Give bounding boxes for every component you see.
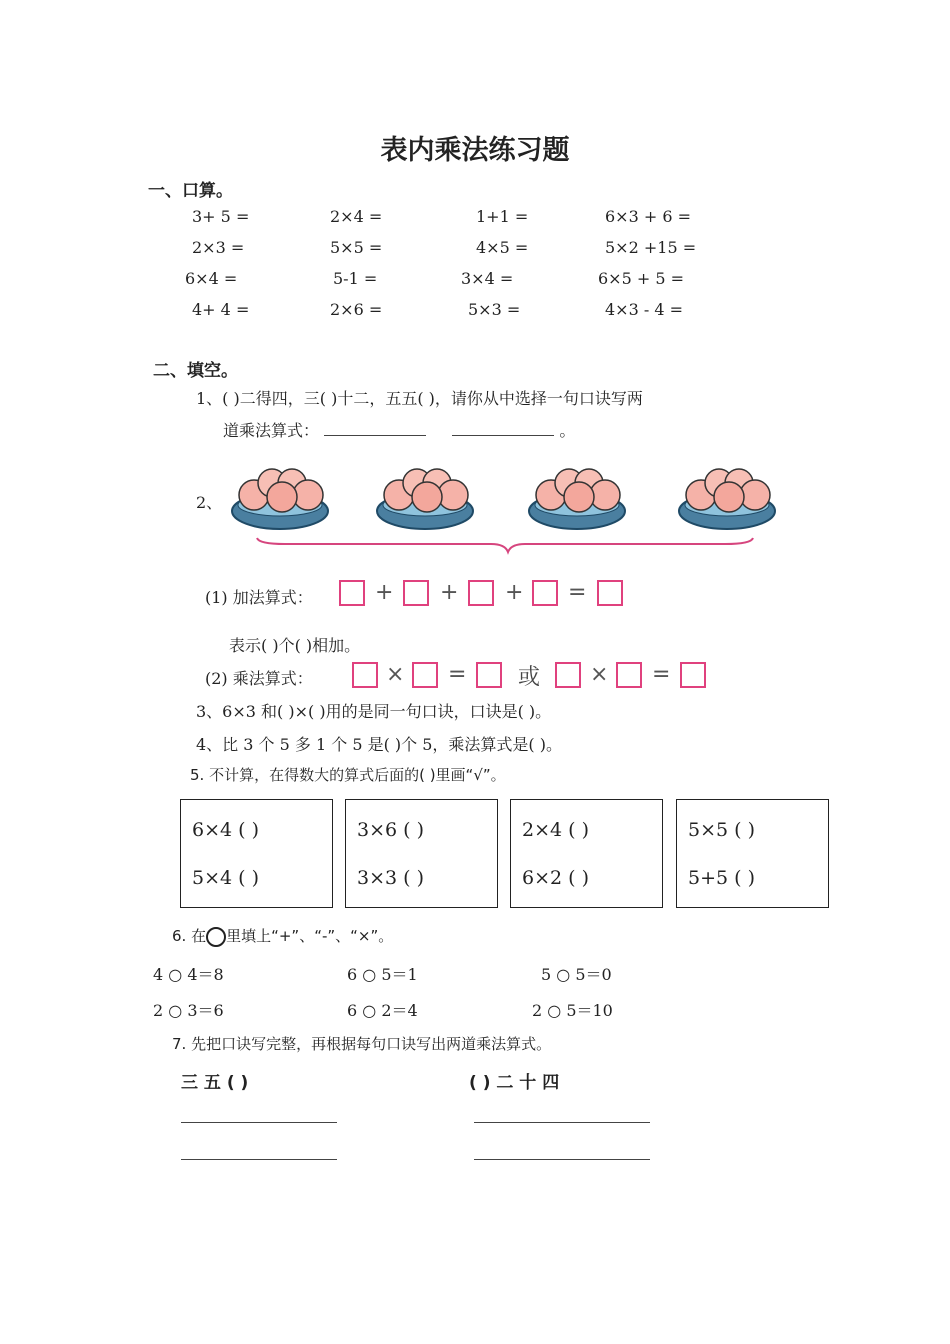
answer-line[interactable]	[181, 1122, 337, 1123]
peach-bowl	[529, 469, 625, 529]
mental-math-item[interactable]: 6×5 + 5 =	[598, 269, 685, 288]
q6-item[interactable]: 6 ○ 2＝4	[347, 1001, 418, 1020]
q6-instruction	[172, 925, 393, 947]
q6-item[interactable]: 2 ○ 5＝10	[532, 1001, 613, 1020]
mental-math-item[interactable]: 5×5 =	[330, 238, 383, 257]
q2-meaning: 表示( )个( )相加。	[229, 636, 361, 655]
q6-item[interactable]: 2 ○ 3＝6	[153, 1001, 224, 1020]
compare-box	[180, 799, 333, 908]
compare-box	[676, 799, 829, 908]
answer-box[interactable]	[412, 662, 438, 688]
mental-math-item[interactable]: 4×5 =	[476, 238, 529, 257]
q7-left-rhyme[interactable]: 三 五 ( )	[181, 1073, 249, 1093]
answer-box[interactable]	[476, 662, 502, 688]
mental-math-item[interactable]: 2×4 =	[330, 207, 383, 226]
q6-instruction-after: 里填上“+”、“-”、“×”。	[226, 927, 394, 945]
answer-box[interactable]	[555, 662, 581, 688]
answer-blank[interactable]	[324, 421, 426, 436]
mental-math-item[interactable]: 5-1 =	[333, 269, 378, 288]
answer-box[interactable]	[680, 662, 706, 688]
answer-box[interactable]	[532, 580, 558, 606]
mental-math-item[interactable]: 3+ 5 =	[192, 207, 250, 226]
compare-expression[interactable]: 5×4 ( )	[192, 867, 260, 889]
compare-box	[510, 799, 663, 908]
q6-item[interactable]: 5 ○ 5＝0	[541, 965, 612, 984]
mental-math-item[interactable]: 6×4 =	[185, 269, 238, 288]
compare-expression[interactable]: 3×6 ( )	[357, 819, 425, 841]
equals-sign: =	[568, 580, 587, 605]
q1-line2-prefix: 道乘法算式：	[223, 421, 320, 440]
q6-instruction-before: 6. 在	[172, 927, 207, 945]
compare-expression[interactable]: 2×4 ( )	[522, 819, 590, 841]
answer-box[interactable]	[403, 580, 429, 606]
answer-box[interactable]	[339, 580, 365, 606]
mental-math-item[interactable]: 2×3 =	[192, 238, 245, 257]
answer-line[interactable]	[474, 1122, 650, 1123]
brace-icon	[255, 532, 755, 556]
q2-add-label: (1) 加法算式：	[205, 588, 313, 607]
compare-expression[interactable]: 6×2 ( )	[522, 867, 590, 889]
q3: 3、6×3 和( )×( )用的是同一句口诀，口诀是( )。	[196, 702, 552, 721]
section2-heading: 二、填空。	[153, 361, 238, 381]
mental-math-item[interactable]: 4×3 - 4 =	[605, 300, 684, 319]
mental-math-item[interactable]: 3×4 =	[461, 269, 514, 288]
plus-sign: +	[505, 580, 524, 605]
answer-line[interactable]	[181, 1159, 337, 1160]
q7-instruction: 7. 先把口诀写完整，再根据每句口诀写出两道乘法算式。	[172, 1035, 552, 1053]
answer-box[interactable]	[616, 662, 642, 688]
answer-line[interactable]	[474, 1159, 650, 1160]
compare-expression[interactable]: 3×3 ( )	[357, 867, 425, 889]
page-title: 表内乘法练习题	[380, 135, 570, 166]
compare-expression[interactable]: 5×5 ( )	[688, 819, 756, 841]
answer-box[interactable]	[597, 580, 623, 606]
mental-math-item[interactable]: 5×3 =	[468, 300, 521, 319]
answer-blank[interactable]	[452, 421, 554, 436]
times-sign: ×	[590, 662, 609, 687]
plus-sign: +	[440, 580, 459, 605]
q2-number: 2、	[196, 493, 223, 512]
q1-line1: 1、( )二得四，三( )十二，五五( )，请你从中选择一句口诀写两	[196, 389, 643, 408]
circle-icon	[206, 927, 226, 947]
plus-sign: +	[375, 580, 394, 605]
q6-item[interactable]: 4 ○ 4＝8	[153, 965, 224, 984]
mental-math-item[interactable]: 2×6 =	[330, 300, 383, 319]
equals-sign: =	[448, 662, 467, 687]
peach-bowl	[377, 469, 473, 529]
compare-expression[interactable]: 5+5 ( )	[688, 867, 756, 889]
q6-item[interactable]: 6 ○ 5＝1	[347, 965, 418, 984]
mental-math-item[interactable]: 6×3 + 6 =	[605, 207, 692, 226]
q2-mul-label: (2) 乘法算式：	[205, 669, 313, 688]
answer-box[interactable]	[352, 662, 378, 688]
or-text: 或	[518, 665, 541, 690]
q1-line2-suffix: 。	[559, 421, 576, 440]
q1-line2	[223, 418, 575, 441]
mental-math-item[interactable]: 4+ 4 =	[192, 300, 250, 319]
q4: 4、比 3 个 5 多 1 个 5 是( )个 5，乘法算式是( )。	[196, 735, 562, 754]
equals-sign: =	[652, 662, 671, 687]
mental-math-item[interactable]: 5×2 +15 =	[605, 238, 697, 257]
peach-bowl	[232, 469, 328, 529]
mental-math-item[interactable]: 1+1 =	[476, 207, 529, 226]
section1-heading: 一、口算。	[148, 181, 233, 201]
compare-box	[345, 799, 498, 908]
compare-expression[interactable]: 6×4 ( )	[192, 819, 260, 841]
answer-box[interactable]	[468, 580, 494, 606]
times-sign: ×	[386, 662, 405, 687]
q7-right-rhyme[interactable]: ( ) 二 十 四	[469, 1073, 560, 1093]
peach-bowl	[679, 469, 775, 529]
q5-instruction: 5. 不计算，在得数大的算式后面的( )里画“√”。	[190, 766, 506, 784]
